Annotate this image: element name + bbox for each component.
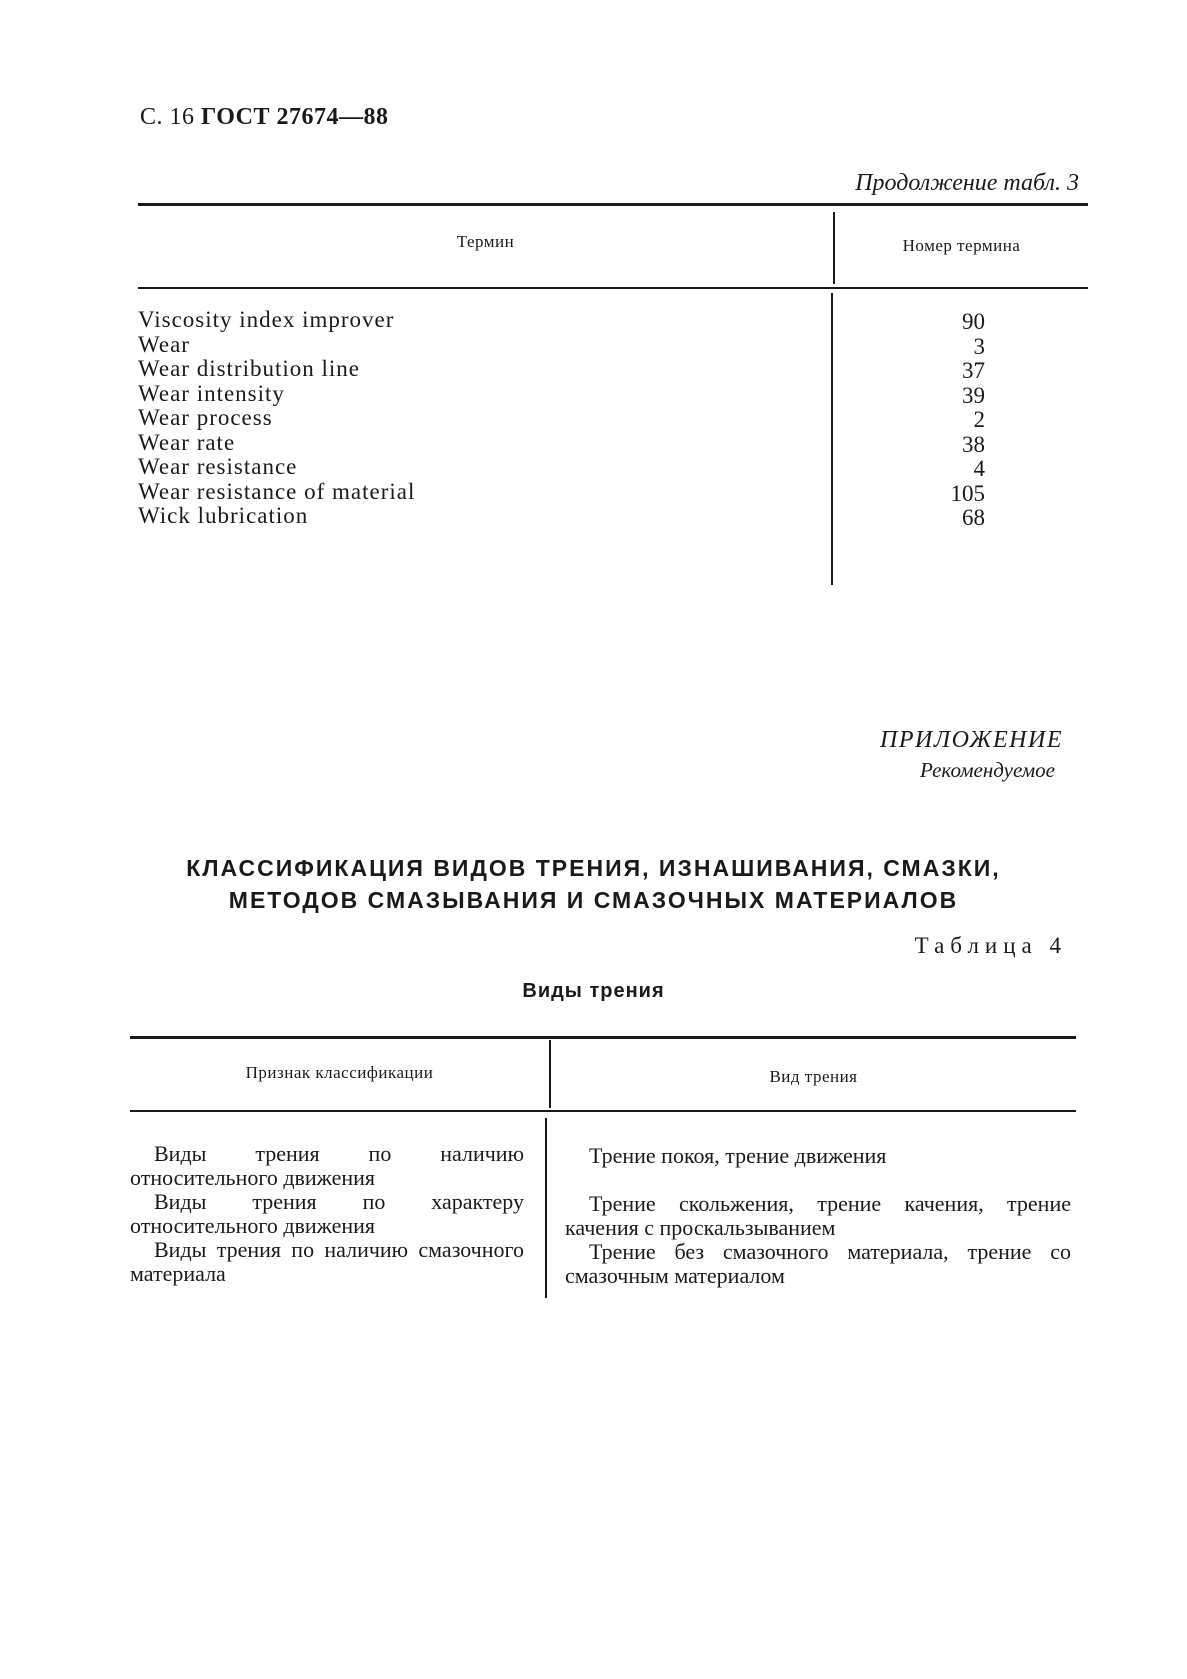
table4-body-divider	[545, 1118, 547, 1298]
term-number-cell: 4	[973, 456, 985, 481]
term-cell: Wear resistance	[138, 454, 298, 479]
term-cell: Wear rate	[138, 429, 236, 455]
term-cell: Wear	[138, 331, 190, 357]
page-header	[140, 104, 389, 131]
table3-col-term: Термин	[456, 232, 515, 251]
table-continuation-label: Продолжение табл. 3	[855, 170, 1079, 196]
term-number-cell: 2	[973, 407, 985, 432]
page-number: С. 16	[140, 104, 195, 130]
term-number-cell: 68	[962, 505, 985, 530]
table3-header-rule	[138, 287, 1088, 289]
term-number-cell: 90	[962, 309, 985, 334]
criterion-cell	[130, 1142, 524, 1190]
term-number-column	[880, 310, 985, 531]
criterion-text: Виды трения по наличию смазочного материала	[130, 1237, 524, 1286]
appendix-title: ПРИЛОЖЕНИЕ	[880, 727, 1063, 753]
standard-designation: ГОСТ 27674—88	[201, 104, 389, 130]
table4-label: Таблица 4	[914, 933, 1067, 958]
friction-type-text: Трение без смазочного материала, трение со смазочным материалом	[565, 1239, 1071, 1288]
term-cell: Wick lubrication	[138, 503, 309, 528]
table4-header-rule	[130, 1110, 1076, 1112]
criterion-cell	[130, 1190, 524, 1238]
table3-body-divider	[831, 293, 833, 585]
criterion-cell	[130, 1238, 524, 1286]
term-number-cell: 3	[973, 333, 985, 359]
term-cell: Wear resistance of material	[138, 478, 416, 504]
term-number-cell: 37	[962, 358, 985, 383]
term-number-cell: 105	[950, 480, 985, 506]
table4-col-friction-type: Вид трения	[769, 1067, 858, 1086]
friction-type-cell	[565, 1192, 1071, 1240]
term-number-cell: 39	[962, 382, 985, 408]
friction-type-text: Трение покоя, трение движения	[589, 1143, 887, 1168]
term-cell: Wear intensity	[138, 380, 285, 406]
section-heading	[0, 852, 1187, 916]
table3-top-rule	[138, 203, 1088, 206]
term-cell: Wear process	[138, 405, 273, 430]
friction-type-cell	[565, 1240, 1071, 1288]
term-column	[138, 308, 415, 529]
table3-col-number: Номер термина	[902, 236, 1021, 255]
term-cell: Viscosity index improver	[138, 307, 395, 332]
table4-caption: Виды трения	[522, 980, 665, 1002]
section-heading-line: МЕТОДОВ СМАЗЫВАНИЯ И СМАЗОЧНЫХ МАТЕРИАЛОВ	[228, 887, 959, 913]
term-number-cell: 38	[962, 431, 985, 457]
criterion-text: Виды трения по характеру относительного движения	[130, 1189, 524, 1238]
appendix-status: Рекомендуемое	[920, 758, 1055, 782]
criterion-text: Виды трения по наличию относительного движения	[130, 1141, 524, 1190]
section-heading-line: КЛАССИФИКАЦИЯ ВИДОВ ТРЕНИЯ, ИЗНАШИВАНИЯ, СМАЗКИ,	[186, 855, 1001, 881]
term-cell: Wear distribution line	[138, 356, 360, 381]
friction-type-text: Трение скольжения, трение качения, трение качения с проскальзыванием	[565, 1191, 1071, 1240]
table4-col-criterion: Признак классификации	[245, 1063, 434, 1082]
friction-type-cell	[565, 1144, 1071, 1168]
table4-top-rule	[130, 1036, 1076, 1039]
